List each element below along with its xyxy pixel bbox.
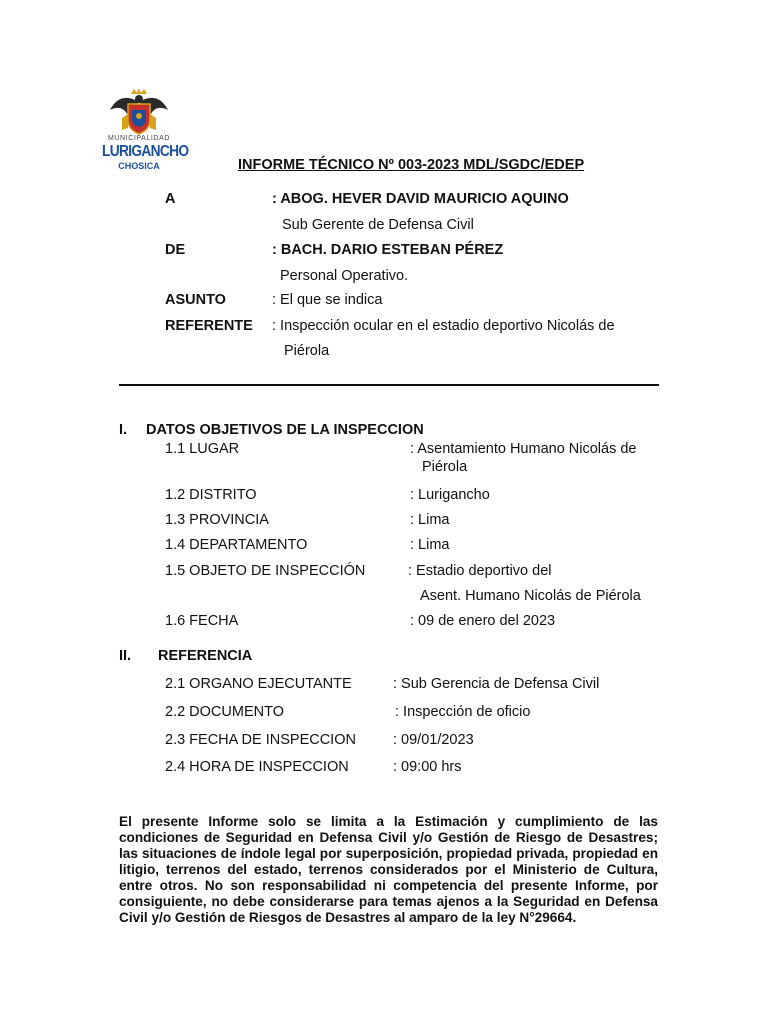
documento-label: 2.2 DOCUMENTO xyxy=(165,704,284,720)
hora-inspeccion-value: : 09:00 hrs xyxy=(393,759,462,775)
section2-heading: REFERENCIA xyxy=(158,648,253,664)
disclaimer-paragraph: El presente Informe solo se limita a la Estimación y cumplimiento de las condiciones de Seguridad en Defensa Civil y/o Gestión de Riesgo de Desastres; las situaciones de índole legal por superposición, propiedad privada, propiedad en litigio, terrenos del estado, terrenos considerados por el Ministerio de Cultura, entre otros. No son responsabilidad ni competencia del presente Informe, por consiguiente, no debe considerarse para temas ajenos a la Seguridad en Defensa Civil y/o Gestión de Riesgos de Desastres al amparo de la ley N°29664. xyxy=(119,814,658,925)
departamento-value: : Lima xyxy=(410,537,450,553)
referente-value-line2: Piérola xyxy=(284,343,330,359)
organo-label: 2.1 ORGANO EJECUTANTE xyxy=(165,676,352,692)
lugar-label: 1.1 LUGAR xyxy=(165,441,240,457)
lugar-value-line2: Piérola xyxy=(422,459,468,475)
objeto-value-line2: Asent. Humano Nicolás de Piérola xyxy=(420,588,641,604)
section1-number: I. xyxy=(119,422,128,438)
referente-value-line1: : Inspección ocular en el estadio deportivo Nicolás de xyxy=(272,318,615,334)
a-value: : ABOG. HEVER DAVID MAURICIO AQUINO xyxy=(272,191,569,207)
departamento-label: 1.4 DEPARTAMENTO xyxy=(165,537,308,553)
de-value: : BACH. DARIO ESTEBAN PÉREZ xyxy=(272,242,504,258)
lugar-value-line1: : Asentamiento Humano Nicolás de xyxy=(410,441,637,457)
section2-number: II. xyxy=(119,648,132,664)
logo-sub-text: CHOSICA xyxy=(118,161,160,171)
municipality-logo xyxy=(96,88,189,176)
de-role: Personal Operativo. xyxy=(280,268,409,284)
a-role: Sub Gerente de Defensa Civil xyxy=(282,217,474,233)
referente-label: REFERENTE xyxy=(165,318,253,334)
fecha-inspeccion-label: 2.3 FECHA DE INSPECCION xyxy=(165,732,356,748)
fecha-value: : 09 de enero del 2023 xyxy=(410,613,556,629)
hora-inspeccion-label: 2.4 HORA DE INSPECCION xyxy=(165,759,349,775)
report-title: INFORME TÉCNICO Nº 003-2023 MDL/SGDC/EDEP xyxy=(238,157,585,173)
fecha-label: 1.6 FECHA xyxy=(165,613,239,629)
documento-value: : Inspección de oficio xyxy=(395,704,531,720)
objeto-label: 1.5 OBJETO DE INSPECCIÓN xyxy=(165,563,366,579)
distrito-value: : Lurigancho xyxy=(410,487,490,503)
logo-main-text: LURIGANCHO xyxy=(102,143,189,160)
objeto-value-line1: : Estadio deportivo del xyxy=(408,563,552,579)
a-label: A xyxy=(165,191,176,207)
horizontal-rule xyxy=(119,384,659,386)
fecha-inspeccion-value: : 09/01/2023 xyxy=(393,732,474,748)
coat-of-arms-icon xyxy=(96,88,182,136)
asunto-value: : El que se indica xyxy=(272,292,383,308)
de-label: DE xyxy=(165,242,186,258)
provincia-value: : Lima xyxy=(410,512,450,528)
distrito-label: 1.2 DISTRITO xyxy=(165,487,257,503)
logo-top-text: MUNICIPALIDAD xyxy=(107,135,171,142)
organo-value: : Sub Gerencia de Defensa Civil xyxy=(393,676,600,692)
section1-heading: DATOS OBJETIVOS DE LA INSPECCION xyxy=(146,422,424,438)
provincia-label: 1.3 PROVINCIA xyxy=(165,512,269,528)
asunto-label: ASUNTO xyxy=(165,292,226,308)
